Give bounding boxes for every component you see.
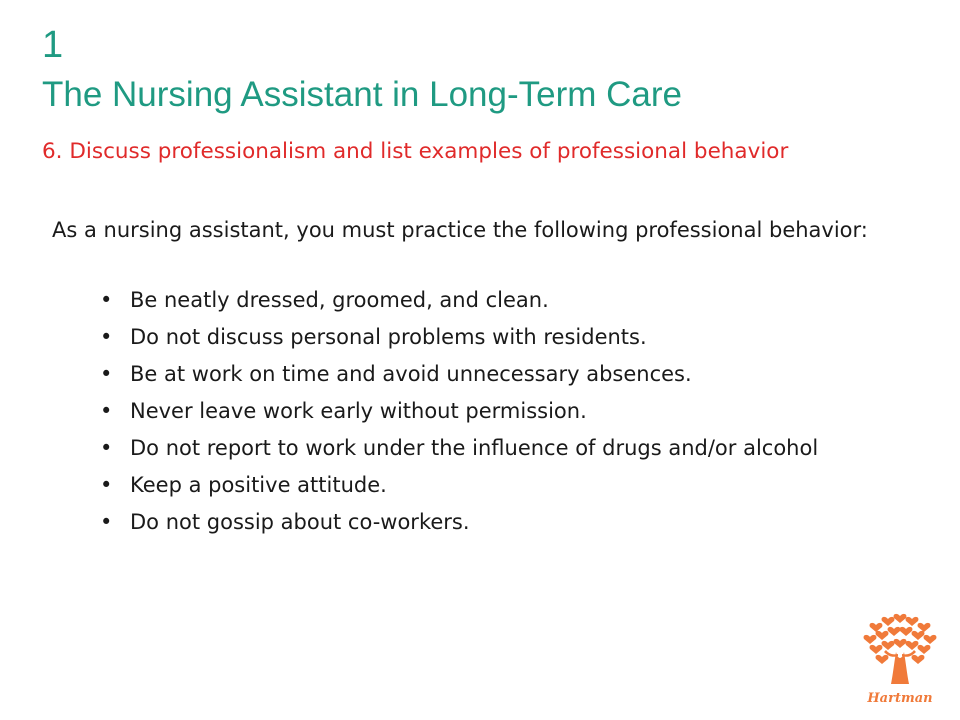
list-item-text: Be neatly dressed, groomed, and clean. <box>130 288 549 312</box>
bullet-icon: • <box>100 325 113 349</box>
bullet-icon: • <box>100 436 113 460</box>
logo-wordmark: Hartman <box>867 691 933 706</box>
list-item <box>100 360 930 388</box>
list-item <box>100 508 930 536</box>
chapter-number: 1 <box>42 24 64 66</box>
hartman-logo <box>858 608 942 708</box>
list-item <box>100 471 930 499</box>
list-item <box>100 434 930 462</box>
list-item-text: Be at work on time and avoid unnecessary absences. <box>130 362 692 386</box>
bullet-icon: • <box>100 473 113 497</box>
intro-text: As a nursing assistant, you must practice the following professional behavior: <box>52 218 868 242</box>
list-item <box>100 286 930 314</box>
list-item <box>100 323 930 351</box>
chapter-title: The Nursing Assistant in Long-Term Care <box>42 75 682 114</box>
list-item-text: Keep a positive attitude. <box>130 473 387 497</box>
bullet-icon: • <box>100 362 113 386</box>
bullet-icon: • <box>100 288 113 312</box>
list-item-text: Never leave work early without permission. <box>130 399 587 423</box>
heart-tree-icon <box>858 608 942 708</box>
learning-objective: 6. Discuss professionalism and list examples of professional behavior <box>42 139 789 164</box>
bullet-icon: • <box>100 510 113 534</box>
list-item-text: Do not report to work under the influence of drugs and/or alcohol <box>130 436 819 460</box>
list-item-text: Do not discuss personal problems with residents. <box>130 325 647 349</box>
list-item-text: Do not gossip about co-workers. <box>130 510 470 534</box>
list-item <box>100 397 930 425</box>
bullet-icon: • <box>100 399 113 423</box>
behavior-list <box>100 286 930 545</box>
